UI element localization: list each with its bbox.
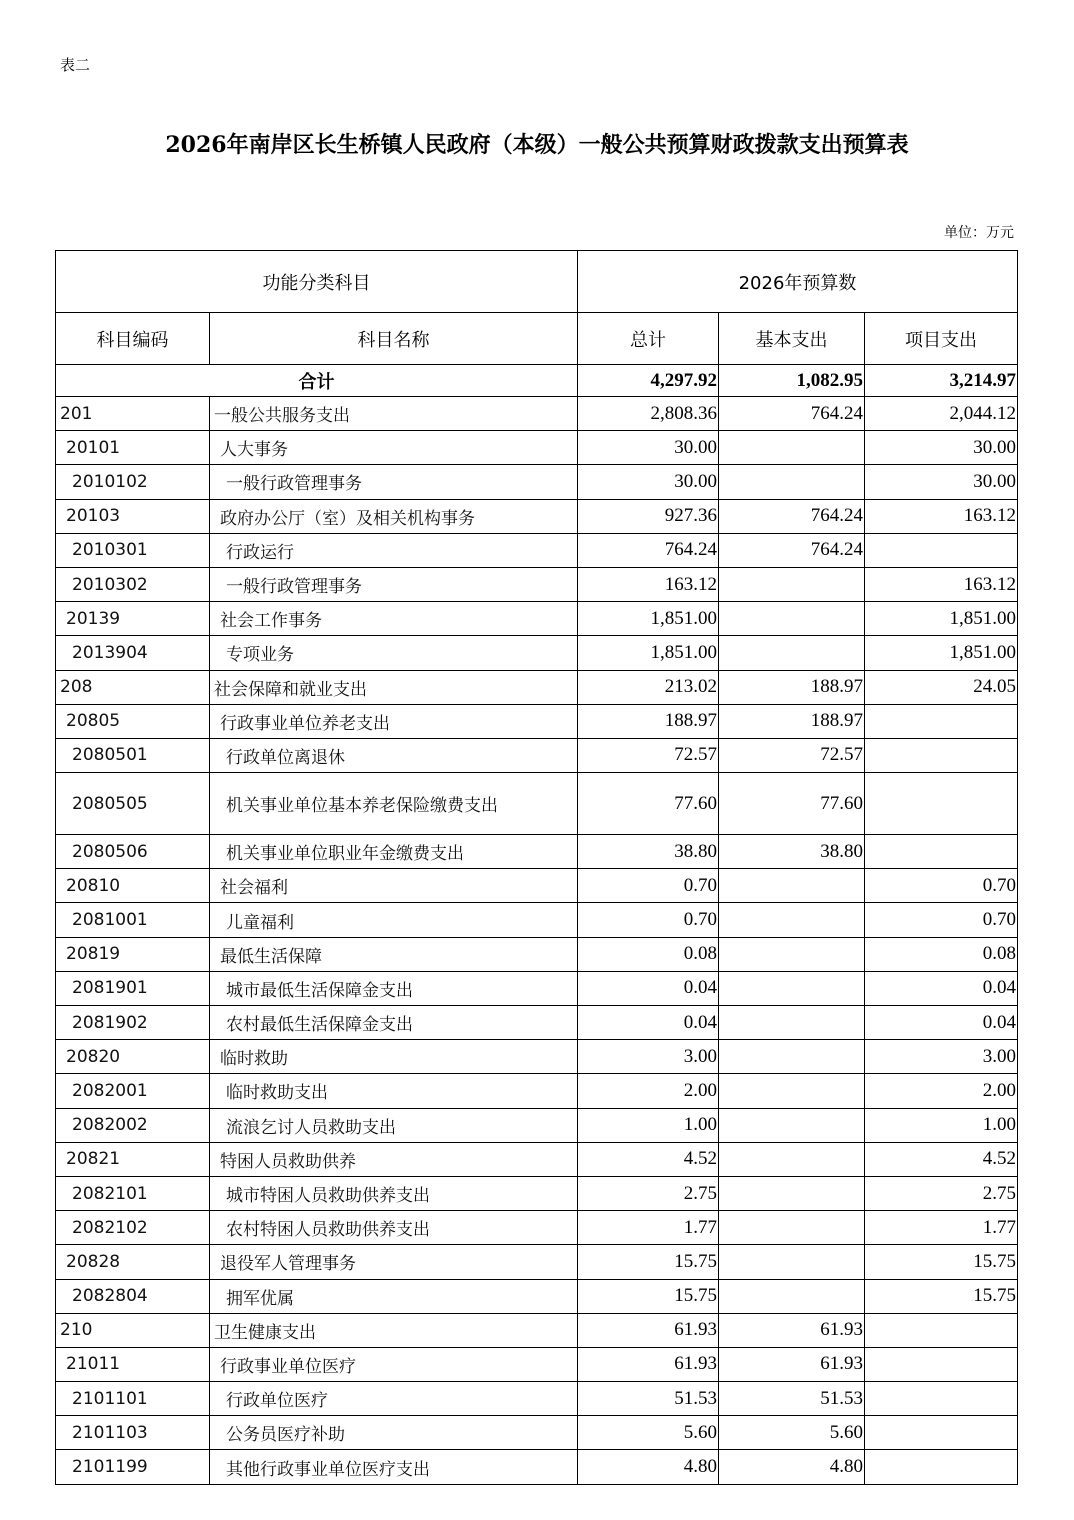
row-total: 4.52 xyxy=(578,1142,719,1176)
row-code: 2010102 xyxy=(56,465,210,499)
row-name: 其他行政事业单位医疗支出 xyxy=(210,1450,578,1484)
row-project: 0.08 xyxy=(865,937,1018,971)
table-row xyxy=(56,431,1018,465)
row-basic xyxy=(719,1142,865,1176)
row-name: 行政事业单位养老支出 xyxy=(210,704,578,738)
row-project: 30.00 xyxy=(865,465,1018,499)
row-basic xyxy=(719,1006,865,1040)
row-code: 210 xyxy=(56,1313,210,1347)
row-code: 2082001 xyxy=(56,1074,210,1108)
row-name: 农村特困人员救助供养支出 xyxy=(210,1211,578,1245)
table-row xyxy=(56,1382,1018,1416)
table-row xyxy=(56,1108,1018,1142)
row-total: 213.02 xyxy=(578,670,719,704)
group-header-right: 2026年预算数 xyxy=(578,251,1018,313)
total-label: 合计 xyxy=(56,365,578,397)
row-total: 2.00 xyxy=(578,1074,719,1108)
total-project: 3,214.97 xyxy=(865,365,1018,397)
row-code: 2081901 xyxy=(56,971,210,1005)
row-basic xyxy=(719,1074,865,1108)
row-basic xyxy=(719,1211,865,1245)
row-total: 927.36 xyxy=(578,499,719,533)
table-row xyxy=(56,670,1018,704)
row-total: 30.00 xyxy=(578,465,719,499)
row-name: 机关事业单位职业年金缴费支出 xyxy=(210,835,578,869)
row-total: 30.00 xyxy=(578,431,719,465)
row-name: 人大事务 xyxy=(210,431,578,465)
row-code: 20820 xyxy=(56,1040,210,1074)
table-row xyxy=(56,1176,1018,1210)
table-row xyxy=(56,1347,1018,1381)
table-row xyxy=(56,869,1018,903)
row-basic xyxy=(719,602,865,636)
row-basic: 764.24 xyxy=(719,397,865,431)
row-project: 1.00 xyxy=(865,1108,1018,1142)
row-total: 51.53 xyxy=(578,1382,719,1416)
row-project: 0.70 xyxy=(865,903,1018,937)
row-code: 201 xyxy=(56,397,210,431)
row-total: 0.04 xyxy=(578,971,719,1005)
row-code: 2010301 xyxy=(56,533,210,567)
row-project xyxy=(865,533,1018,567)
row-name: 特困人员救助供养 xyxy=(210,1142,578,1176)
row-basic xyxy=(719,1040,865,1074)
table-row xyxy=(56,636,1018,670)
row-code: 2010302 xyxy=(56,567,210,601)
table-row xyxy=(56,567,1018,601)
row-code: 20821 xyxy=(56,1142,210,1176)
row-name: 儿童福利 xyxy=(210,903,578,937)
row-total: 15.75 xyxy=(578,1279,719,1313)
total-sum: 4,297.92 xyxy=(578,365,719,397)
row-code: 2082101 xyxy=(56,1176,210,1210)
row-code: 2082102 xyxy=(56,1211,210,1245)
row-project xyxy=(865,1313,1018,1347)
row-code: 20139 xyxy=(56,602,210,636)
row-code: 2101101 xyxy=(56,1382,210,1416)
row-code: 2080505 xyxy=(56,773,210,835)
row-name: 农村最低生活保障金支出 xyxy=(210,1006,578,1040)
row-name: 临时救助 xyxy=(210,1040,578,1074)
page-title: 2026年南岸区长生桥镇人民政府（本级）一般公共预算财政拨款支出预算表 xyxy=(165,132,909,158)
row-total: 188.97 xyxy=(578,704,719,738)
row-basic xyxy=(719,1245,865,1279)
row-name: 一般行政管理事务 xyxy=(210,567,578,601)
table-row xyxy=(56,773,1018,835)
row-project: 2.75 xyxy=(865,1176,1018,1210)
unit-label: 单位：万元 xyxy=(944,225,1014,241)
table-row xyxy=(56,602,1018,636)
table-row xyxy=(56,1040,1018,1074)
row-name: 最低生活保障 xyxy=(210,937,578,971)
row-code: 20101 xyxy=(56,431,210,465)
row-total: 5.60 xyxy=(578,1416,719,1450)
row-code: 208 xyxy=(56,670,210,704)
table-row xyxy=(56,1211,1018,1245)
row-name: 卫生健康支出 xyxy=(210,1313,578,1347)
row-name: 社会工作事务 xyxy=(210,602,578,636)
row-project: 2.00 xyxy=(865,1074,1018,1108)
row-project xyxy=(865,773,1018,835)
row-basic xyxy=(719,567,865,601)
row-code: 2082002 xyxy=(56,1108,210,1142)
row-project: 0.70 xyxy=(865,869,1018,903)
row-project: 1.77 xyxy=(865,1211,1018,1245)
table-row xyxy=(56,499,1018,533)
row-basic: 764.24 xyxy=(719,533,865,567)
row-project: 24.05 xyxy=(865,670,1018,704)
row-basic xyxy=(719,903,865,937)
row-code: 20103 xyxy=(56,499,210,533)
row-code: 2080506 xyxy=(56,835,210,869)
row-code: 2101103 xyxy=(56,1416,210,1450)
row-name: 拥军优属 xyxy=(210,1279,578,1313)
row-basic: 4.80 xyxy=(719,1450,865,1484)
table-row xyxy=(56,738,1018,772)
row-code: 2101199 xyxy=(56,1450,210,1484)
row-basic xyxy=(719,1279,865,1313)
row-name: 流浪乞讨人员救助支出 xyxy=(210,1108,578,1142)
row-total: 77.60 xyxy=(578,773,719,835)
row-code: 20810 xyxy=(56,869,210,903)
row-total: 0.04 xyxy=(578,1006,719,1040)
row-total: 38.80 xyxy=(578,835,719,869)
row-basic xyxy=(719,971,865,1005)
total-row xyxy=(56,365,1018,397)
row-basic xyxy=(719,431,865,465)
row-basic xyxy=(719,1108,865,1142)
row-project: 0.04 xyxy=(865,971,1018,1005)
row-total: 61.93 xyxy=(578,1313,719,1347)
row-name: 城市特困人员救助供养支出 xyxy=(210,1176,578,1210)
row-code: 2080501 xyxy=(56,738,210,772)
table-row xyxy=(56,1416,1018,1450)
row-project xyxy=(865,1382,1018,1416)
row-project: 1,851.00 xyxy=(865,602,1018,636)
group-header-left: 功能分类科目 xyxy=(56,251,578,313)
row-basic: 38.80 xyxy=(719,835,865,869)
row-basic: 188.97 xyxy=(719,670,865,704)
col-header-total: 总计 xyxy=(578,313,719,365)
row-total: 163.12 xyxy=(578,567,719,601)
row-project xyxy=(865,738,1018,772)
budget-table xyxy=(55,250,1018,1485)
row-basic: 61.93 xyxy=(719,1347,865,1381)
table-row xyxy=(56,937,1018,971)
row-code: 2013904 xyxy=(56,636,210,670)
row-basic xyxy=(719,465,865,499)
row-basic xyxy=(719,1176,865,1210)
table-row xyxy=(56,1450,1018,1484)
row-name: 行政单位离退休 xyxy=(210,738,578,772)
table-row xyxy=(56,704,1018,738)
row-total: 1.77 xyxy=(578,1211,719,1245)
column-header-row xyxy=(56,313,1018,365)
col-header-name: 科目名称 xyxy=(210,313,578,365)
row-code: 2082804 xyxy=(56,1279,210,1313)
row-name: 政府办公厅（室）及相关机构事务 xyxy=(210,499,578,533)
row-name: 专项业务 xyxy=(210,636,578,670)
row-project: 1,851.00 xyxy=(865,636,1018,670)
row-code: 20828 xyxy=(56,1245,210,1279)
row-project xyxy=(865,835,1018,869)
table-label: 表二 xyxy=(60,56,91,74)
row-project xyxy=(865,704,1018,738)
table-row xyxy=(56,1279,1018,1313)
row-name: 一般行政管理事务 xyxy=(210,465,578,499)
row-name: 机关事业单位基本养老保险缴费支出 xyxy=(210,773,578,835)
row-project: 30.00 xyxy=(865,431,1018,465)
row-project: 4.52 xyxy=(865,1142,1018,1176)
row-total: 72.57 xyxy=(578,738,719,772)
row-code: 2081902 xyxy=(56,1006,210,1040)
row-project: 2,044.12 xyxy=(865,397,1018,431)
row-total: 1,851.00 xyxy=(578,636,719,670)
total-basic: 1,082.95 xyxy=(719,365,865,397)
row-total: 0.70 xyxy=(578,869,719,903)
table-row xyxy=(56,835,1018,869)
row-name: 一般公共服务支出 xyxy=(210,397,578,431)
row-basic xyxy=(719,869,865,903)
row-basic: 51.53 xyxy=(719,1382,865,1416)
row-basic: 5.60 xyxy=(719,1416,865,1450)
row-total: 2,808.36 xyxy=(578,397,719,431)
row-project: 163.12 xyxy=(865,499,1018,533)
table-row xyxy=(56,1142,1018,1176)
row-total: 0.08 xyxy=(578,937,719,971)
table-row xyxy=(56,1313,1018,1347)
row-project: 0.04 xyxy=(865,1006,1018,1040)
row-basic: 72.57 xyxy=(719,738,865,772)
row-total: 2.75 xyxy=(578,1176,719,1210)
table-row xyxy=(56,971,1018,1005)
col-header-project: 项目支出 xyxy=(865,313,1018,365)
table-row xyxy=(56,1245,1018,1279)
row-project: 15.75 xyxy=(865,1279,1018,1313)
table-row xyxy=(56,397,1018,431)
table-row xyxy=(56,1006,1018,1040)
col-header-code: 科目编码 xyxy=(56,313,210,365)
row-total: 1.00 xyxy=(578,1108,719,1142)
row-name: 行政单位医疗 xyxy=(210,1382,578,1416)
row-basic xyxy=(719,636,865,670)
row-basic: 188.97 xyxy=(719,704,865,738)
row-name: 行政事业单位医疗 xyxy=(210,1347,578,1381)
row-total: 764.24 xyxy=(578,533,719,567)
row-basic: 764.24 xyxy=(719,499,865,533)
row-project: 163.12 xyxy=(865,567,1018,601)
row-code: 21011 xyxy=(56,1347,210,1381)
group-header-row xyxy=(56,251,1018,313)
table-row xyxy=(56,903,1018,937)
row-name: 城市最低生活保障金支出 xyxy=(210,971,578,1005)
row-name: 公务员医疗补助 xyxy=(210,1416,578,1450)
row-total: 15.75 xyxy=(578,1245,719,1279)
row-basic: 61.93 xyxy=(719,1313,865,1347)
row-name: 社会保障和就业支出 xyxy=(210,670,578,704)
row-total: 1,851.00 xyxy=(578,602,719,636)
row-code: 2081001 xyxy=(56,903,210,937)
row-name: 临时救助支出 xyxy=(210,1074,578,1108)
row-basic xyxy=(719,937,865,971)
row-name: 退役军人管理事务 xyxy=(210,1245,578,1279)
table-row xyxy=(56,533,1018,567)
row-code: 20805 xyxy=(56,704,210,738)
row-total: 3.00 xyxy=(578,1040,719,1074)
row-project xyxy=(865,1347,1018,1381)
row-project xyxy=(865,1416,1018,1450)
row-total: 61.93 xyxy=(578,1347,719,1381)
row-project xyxy=(865,1450,1018,1484)
row-basic: 77.60 xyxy=(719,773,865,835)
row-name: 行政运行 xyxy=(210,533,578,567)
table-row xyxy=(56,1074,1018,1108)
row-total: 4.80 xyxy=(578,1450,719,1484)
row-name: 社会福利 xyxy=(210,869,578,903)
row-code: 20819 xyxy=(56,937,210,971)
row-project: 3.00 xyxy=(865,1040,1018,1074)
table-row xyxy=(56,465,1018,499)
row-total: 0.70 xyxy=(578,903,719,937)
col-header-basic: 基本支出 xyxy=(719,313,865,365)
row-project: 15.75 xyxy=(865,1245,1018,1279)
